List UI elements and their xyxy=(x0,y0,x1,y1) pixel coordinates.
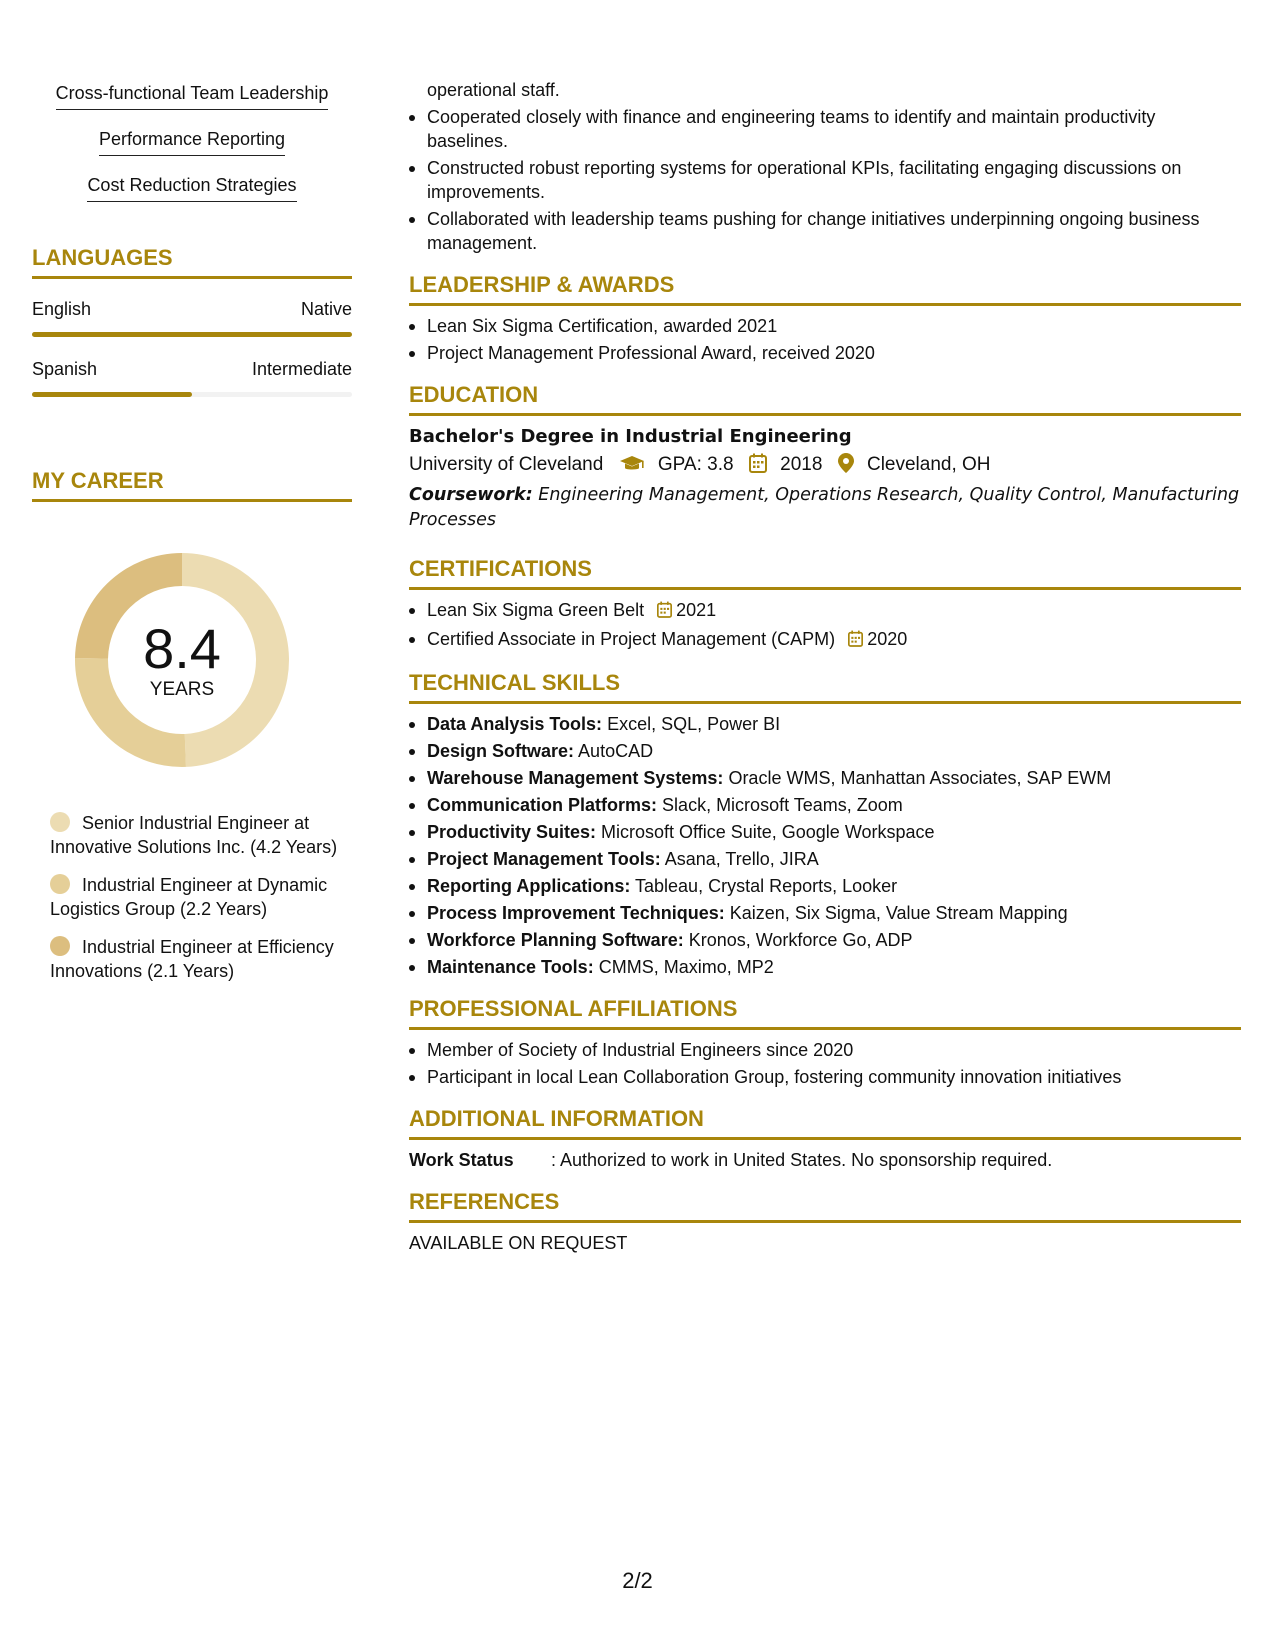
languages-heading: LANGUAGES xyxy=(32,244,352,279)
experience-bullet: operational staff. xyxy=(427,80,560,100)
language-level: Native xyxy=(300,299,352,319)
technical-skill-item: Project Management Tools: Asana, Trello, JIRA xyxy=(409,847,1241,871)
experience-bullet: Constructed robust reporting systems for operational KPIs, facilitating engaging discussions on improvements. xyxy=(409,156,1241,204)
graduation-year: 2018 xyxy=(780,454,823,475)
degree-title: Bachelor's Degree in Industrial Engineering xyxy=(409,426,852,447)
certification-item: Lean Six Sigma Green Belt 2021 xyxy=(409,598,1241,624)
skills-list xyxy=(32,80,352,202)
legend-dot xyxy=(50,936,70,956)
graduation-cap-icon xyxy=(619,453,645,483)
coursework-list: Engineering Management, Operations Research, Quality Control, Manufacturing Processes xyxy=(409,485,1240,530)
technical-skill-item: Maintenance Tools: CMMS, Maximo, MP2 xyxy=(409,955,1241,979)
certifications-list xyxy=(409,598,1241,653)
school-name: University of Cleveland xyxy=(409,454,604,475)
certification-item: Certified Associate in Project Management (CAPM) 2020 xyxy=(409,627,1241,653)
language-bar-fill xyxy=(32,392,192,397)
language-bar xyxy=(32,392,352,397)
language-level: Intermediate xyxy=(251,359,352,379)
education-location: Cleveland, OH xyxy=(866,454,991,475)
gpa: GPA: 3.8 xyxy=(657,454,734,475)
language-name: English xyxy=(32,299,92,319)
technical-skill-item: Workforce Planning Software: Kronos, Workforce Go, ADP xyxy=(409,928,1241,952)
affiliations-list xyxy=(409,1038,1241,1089)
sidebar xyxy=(32,80,352,997)
experience-bullets xyxy=(409,78,1241,255)
education-details xyxy=(409,450,1241,483)
skill-tag: Cost Reduction Strategies xyxy=(32,172,352,202)
affiliation-item: Participant in local Lean Collaboration Group, fostering community innovation initiatives xyxy=(409,1065,1241,1089)
technical-skill-item: Productivity Suites: Microsoft Office Suite, Google Workspace xyxy=(409,820,1241,844)
technical-skill-item: Data Analysis Tools: Excel, SQL, Power BI xyxy=(409,712,1241,736)
career-donut-chart xyxy=(67,545,297,775)
legend-item: Senior Industrial Engineer at Innovative Solutions Inc. (4.2 Years) xyxy=(50,813,338,857)
location-pin-icon xyxy=(838,453,854,483)
certification-year: 2021 xyxy=(676,600,717,620)
work-status-label: Work Status xyxy=(409,1150,514,1170)
coursework xyxy=(409,483,1241,533)
career-heading: MY CAREER xyxy=(32,467,352,502)
language-bar-fill xyxy=(32,332,352,337)
education-heading: EDUCATION xyxy=(409,381,1241,416)
additional-info-heading: ADDITIONAL INFORMATION xyxy=(409,1105,1241,1140)
technical-skill-item: Process Improvement Techniques: Kaizen, Six Sigma, Value Stream Mapping xyxy=(409,901,1241,925)
technical-skill-item: Communication Platforms: Slack, Microsoft Teams, Zoom xyxy=(409,793,1241,817)
affiliations-heading: PROFESSIONAL AFFILIATIONS xyxy=(409,995,1241,1030)
leadership-list xyxy=(409,314,1241,365)
language-item xyxy=(32,359,352,397)
page-number: 2/2 xyxy=(622,1568,653,1593)
experience-bullet: Cooperated closely with finance and engineering teams to identify and maintain productivity baselines. xyxy=(409,105,1241,153)
leadership-item: Project Management Professional Award, received 2020 xyxy=(409,341,1241,365)
language-name: Spanish xyxy=(32,359,98,379)
technical-skills-list xyxy=(409,712,1241,979)
legend-item: Industrial Engineer at Efficiency Innovations (2.1 Years) xyxy=(50,937,334,981)
skill-tag: Performance Reporting xyxy=(32,126,352,156)
calendar-icon xyxy=(749,453,767,483)
calendar-icon xyxy=(657,600,672,624)
coursework-label: Coursework: xyxy=(409,485,533,505)
leadership-heading: LEADERSHIP & AWARDS xyxy=(409,271,1241,306)
legend-dot xyxy=(50,874,70,894)
language-bar xyxy=(32,332,352,337)
technical-skill-item: Reporting Applications: Tableau, Crystal Reports, Looker xyxy=(409,874,1241,898)
legend-item: Industrial Engineer at Dynamic Logistics Group (2.2 Years) xyxy=(50,875,328,919)
references-heading: REFERENCES xyxy=(409,1188,1241,1223)
technical-skill-item: Design Software: AutoCAD xyxy=(409,739,1241,763)
references-text: AVAILABLE ON REQUEST xyxy=(409,1233,628,1253)
certifications-heading: CERTIFICATIONS xyxy=(409,555,1241,590)
career-total-years: 8.4 xyxy=(143,617,221,680)
legend-dot xyxy=(50,812,70,832)
career-legend xyxy=(50,811,340,983)
skill-tag: Cross-functional Team Leadership xyxy=(32,80,352,110)
technical-skill-item: Warehouse Management Systems: Oracle WMS, Manhattan Associates, SAP EWM xyxy=(409,766,1241,790)
language-item xyxy=(32,299,352,337)
certification-year: 2020 xyxy=(867,629,908,649)
career-years-unit: YEARS xyxy=(149,679,215,700)
main-content xyxy=(409,78,1241,1255)
calendar-icon xyxy=(848,629,863,653)
work-status-row xyxy=(409,1148,1241,1172)
technical-skills-heading: TECHNICAL SKILLS xyxy=(409,669,1241,704)
work-status-value: : Authorized to work in United States. No sponsorship required. xyxy=(551,1150,1053,1170)
experience-bullet: Collaborated with leadership teams pushing for change initiatives underpinning ongoing business management. xyxy=(409,207,1241,255)
leadership-item: Lean Six Sigma Certification, awarded 2021 xyxy=(409,314,1241,338)
affiliation-item: Member of Society of Industrial Engineers since 2020 xyxy=(409,1038,1241,1062)
